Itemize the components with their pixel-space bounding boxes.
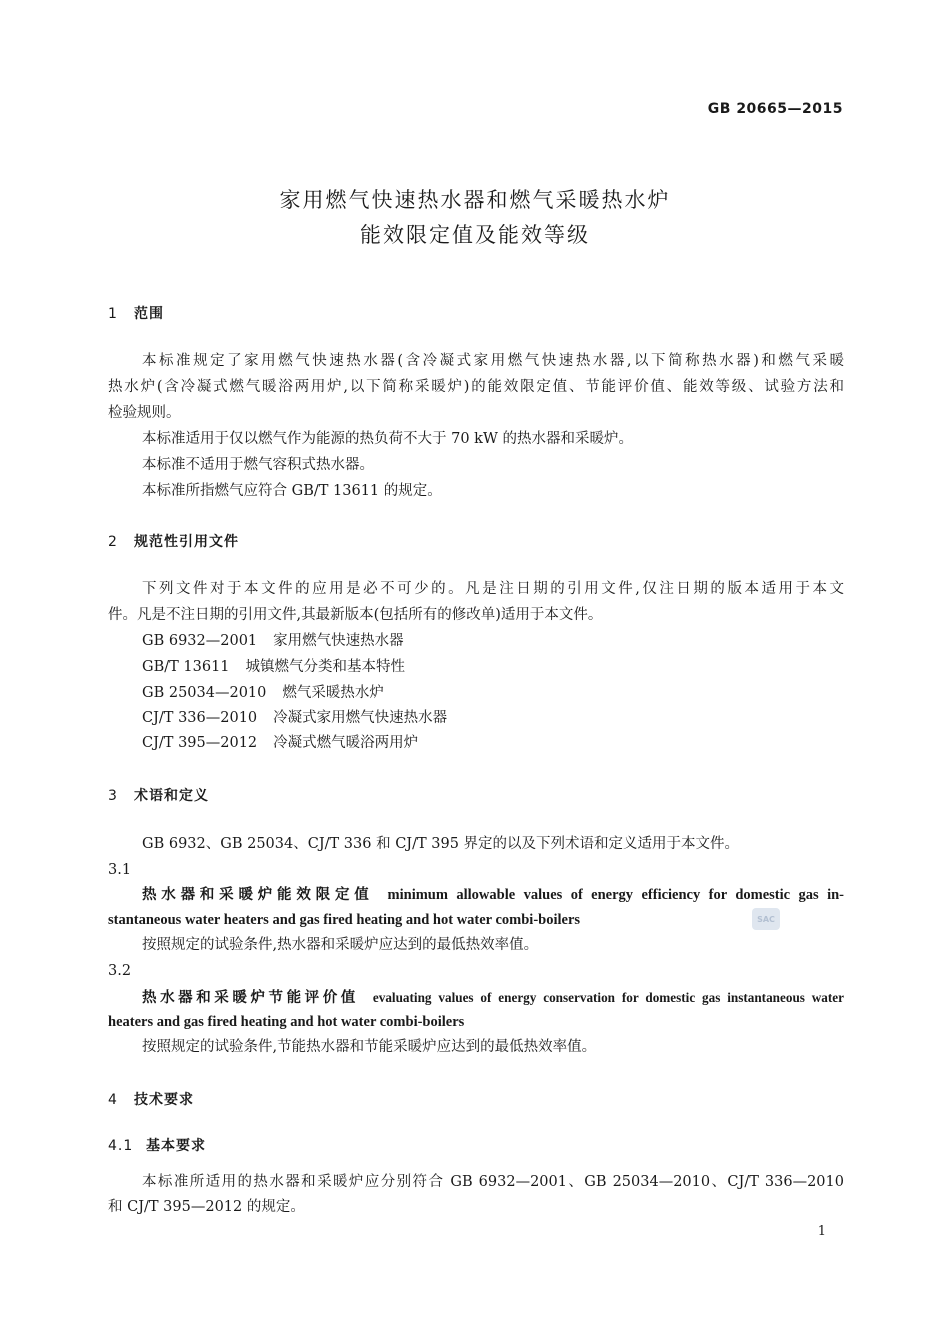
paragraph-line: 本标准所适用的热水器和采暖炉应分别符合 GB 6932—2001、GB 25034—2010、CJ/T 336—2010 bbox=[142, 1174, 844, 1190]
reference-item bbox=[142, 731, 844, 756]
reference-code: CJ/T 395—2012 bbox=[142, 735, 258, 751]
section-title: 术语和定义 bbox=[134, 788, 209, 804]
term-entry-line bbox=[142, 883, 844, 908]
subsection-number: 4.1 bbox=[108, 1138, 134, 1154]
section-title: 规范性引用文件 bbox=[134, 534, 239, 550]
subsection-4-1-heading bbox=[108, 1135, 206, 1155]
term-chinese: 热水器和采暖炉能效限定值 bbox=[142, 887, 374, 903]
reference-name: 冷凝式家用燃气快速热水器 bbox=[273, 710, 448, 726]
section-4-heading bbox=[108, 1089, 194, 1109]
reference-name: 城镇燃气分类和基本特性 bbox=[245, 659, 406, 675]
term-english-continued bbox=[108, 908, 844, 933]
paragraph-line: 热水炉(含冷凝式燃气暖浴两用炉,以下简称采暖炉)的能效限定值、节能评价值、能效等级、试验方法和 bbox=[108, 379, 844, 395]
section-1-heading bbox=[108, 303, 164, 323]
term-definition: 按照规定的试验条件,节能热水器和节能采暖炉应达到的最低热效率值。 bbox=[142, 1039, 597, 1055]
term-definition: 按照规定的试验条件,热水器和采暖炉应达到的最低热效率值。 bbox=[142, 937, 539, 953]
paragraph: 本标准所指燃气应符合 GB/T 13611 的规定。 bbox=[142, 483, 442, 499]
section-number: 3 bbox=[108, 788, 118, 804]
reference-name: 燃气采暖热水炉 bbox=[282, 685, 384, 701]
page-number: 1 bbox=[817, 1224, 826, 1239]
section-3-heading bbox=[108, 785, 209, 805]
section-title: 范围 bbox=[134, 306, 164, 322]
paragraph: GB 6932、GB 25034、CJ/T 336 和 CJ/T 395 界定的以及下列术语和定义适用于本文件。 bbox=[142, 836, 740, 852]
reference-code: GB 25034—2010 bbox=[142, 685, 267, 701]
paragraph-line: 本标准规定了家用燃气快速热水器(含冷凝式家用燃气快速热水器,以下简称热水器)和燃气采暖 bbox=[142, 353, 844, 369]
document-title-line-2: 能效限定值及能效等级 bbox=[360, 223, 590, 247]
term-english-continued bbox=[108, 1010, 844, 1035]
reference-item bbox=[142, 706, 844, 731]
term-number: 3.2 bbox=[108, 963, 132, 979]
section-title: 技术要求 bbox=[134, 1092, 194, 1108]
reference-name: 冷凝式燃气暖浴两用炉 bbox=[273, 735, 419, 751]
term-english: heaters and gas fired heating and hot water combi-boilers bbox=[108, 1014, 465, 1030]
reference-code: GB/T 13611 bbox=[142, 659, 230, 675]
reference-code: CJ/T 336—2010 bbox=[142, 710, 258, 726]
reference-name: 家用燃气快速热水器 bbox=[273, 633, 404, 649]
section-number: 1 bbox=[108, 306, 118, 322]
section-number: 4 bbox=[108, 1092, 118, 1108]
term-entry-line bbox=[142, 985, 844, 1011]
paragraph: 本标准适用于仅以燃气作为能源的热负荷不大于 70 kW 的热水器和采暖炉。 bbox=[142, 431, 633, 447]
paragraph: 本标准不适用于燃气容积式热水器。 bbox=[142, 457, 374, 473]
term-english: minimum allowable values of energy efficiency for domestic gas in- bbox=[387, 887, 845, 903]
term-chinese: 热水器和采暖炉节能评价值 bbox=[142, 990, 359, 1006]
sac-watermark-logo: SAC bbox=[752, 908, 780, 930]
paragraph-line: 件。凡是不注日期的引用文件,其最新版本(包括所有的修改单)适用于本文件。 bbox=[108, 607, 603, 623]
paragraph-line: 和 CJ/T 395—2012 的规定。 bbox=[108, 1199, 305, 1215]
term-english: evaluating values of energy conservation for domestic gas instantaneous water bbox=[372, 990, 844, 1005]
paragraph-line: 检验规则。 bbox=[108, 405, 181, 421]
subsection-title: 基本要求 bbox=[146, 1138, 206, 1154]
section-2-heading bbox=[108, 531, 239, 551]
reference-code: GB 6932—2001 bbox=[142, 633, 258, 649]
term-number: 3.1 bbox=[108, 862, 132, 878]
term-english: stantaneous water heaters and gas fired heating and hot water combi-boilers bbox=[108, 912, 581, 928]
section-number: 2 bbox=[108, 534, 118, 550]
standard-number: GB 20665—2015 bbox=[707, 101, 843, 117]
reference-item bbox=[142, 655, 844, 680]
reference-item bbox=[142, 629, 844, 654]
paragraph-line: 下列文件对于本文件的应用是必不可少的。凡是注日期的引用文件,仅注日期的版本适用于本文 bbox=[142, 581, 844, 597]
document-title-line-1: 家用燃气快速热水器和燃气采暖热水炉 bbox=[279, 188, 671, 212]
reference-item bbox=[142, 681, 844, 706]
